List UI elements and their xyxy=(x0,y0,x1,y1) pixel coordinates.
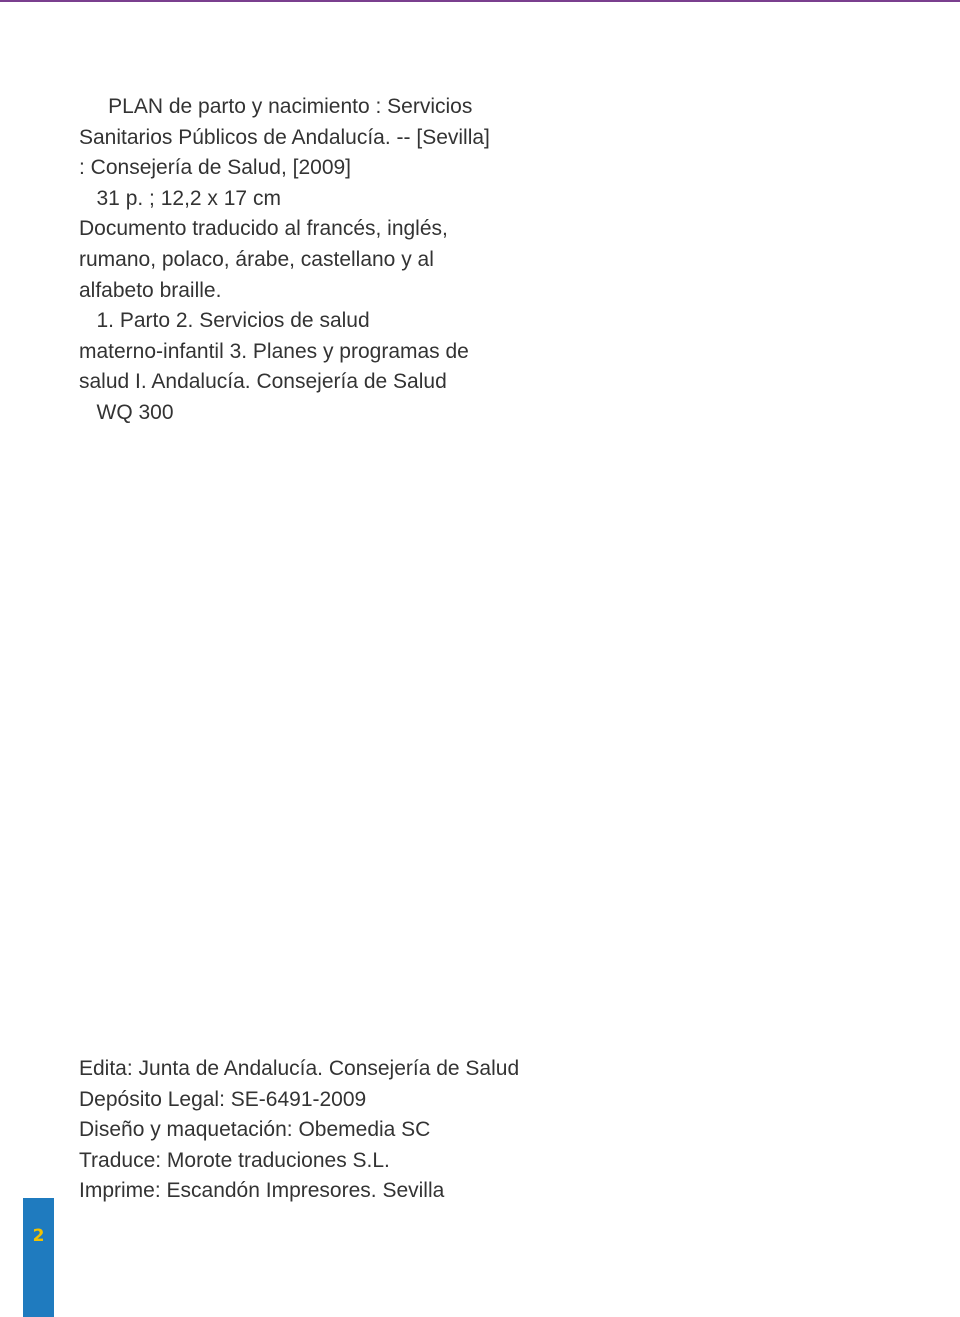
credits-block xyxy=(79,1054,599,1207)
catalog-line: PLAN de parto y nacimiento : Servicios xyxy=(79,95,473,118)
page-tab xyxy=(23,1198,54,1317)
catalog-line: rumano, polaco, árabe, castellano y al xyxy=(79,247,434,271)
catalog-line: 31 p. ; 12,2 x 17 cm xyxy=(79,186,281,210)
credits-printer: Imprime: Escandón Impresores. Sevilla xyxy=(79,1179,445,1203)
catalog-line: alfabeto braille. xyxy=(79,278,222,302)
catalog-line: 1. Parto 2. Servicios de salud xyxy=(79,309,370,333)
catalog-record xyxy=(79,92,539,429)
credits-design: Diseño y maquetación: Obemedia SC xyxy=(79,1118,431,1142)
credits-publisher: Edita: Junta de Andalucía. Consejería de Salud xyxy=(79,1057,520,1080)
catalog-line: Documento traducido al francés, inglés, xyxy=(79,217,448,241)
credits-legal-deposit: Depósito Legal: SE-6491-2009 xyxy=(79,1087,367,1111)
top-rule xyxy=(0,0,960,2)
page-number: 2 xyxy=(32,1226,45,1246)
catalog-line: Sanitarios Públicos de Andalucía. -- [Sevilla] xyxy=(79,125,490,149)
catalog-line: materno-infantil 3. Planes y programas de xyxy=(79,339,469,363)
catalog-line: WQ 300 xyxy=(79,400,174,424)
catalog-line: salud I. Andalucía. Consejería de Salud xyxy=(79,370,447,394)
credits-translation: Traduce: Morote traduciones S.L. xyxy=(79,1148,390,1172)
catalog-line: : Consejería de Salud, [2009] xyxy=(79,156,352,180)
